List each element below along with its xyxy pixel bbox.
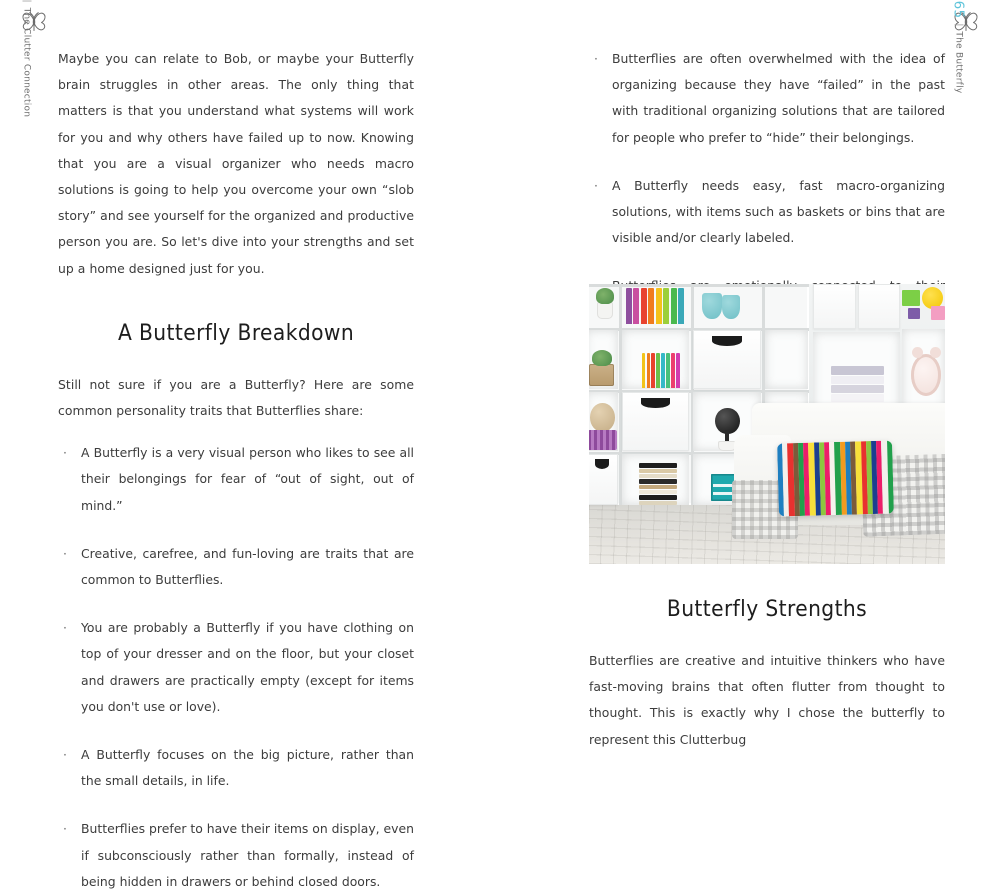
rainbow-books-top (626, 288, 684, 323)
running-title: The Butterfly (953, 31, 964, 94)
left-page-folio (12, 0, 56, 118)
list-item-text: Butterflies prefer to have their items on display, even if subconsciously rather than formally, instead of being hidden in drawers or behind closed doors. (81, 821, 414, 889)
running-title: The Clutter Connection (21, 7, 31, 118)
bullet-marker: · (63, 821, 67, 837)
purple-box (908, 308, 920, 319)
list-item (58, 816, 414, 895)
list-item (58, 440, 414, 519)
right-paragraph-1: Butterflies are creative and intuitive thinkers who have fast-moving brains that often flutter from thought to thought. This is exactly why I chose the butterfly to represent this Clutterbug (589, 653, 945, 747)
left-heading: A Butterfly Breakdown (117, 319, 355, 346)
drawer-handle (641, 398, 671, 408)
woven-basket (589, 364, 613, 386)
drawer-handle (595, 459, 609, 469)
list-item (58, 742, 414, 794)
rainbow-books-mid (642, 353, 680, 388)
list-item-text: A Butterfly focuses on the big picture, rather than the small details, in life. (81, 747, 414, 789)
living-room-photo (589, 284, 945, 564)
list-item-text: Creative, carefree, and fun-loving are traits that are common to Butterflies. (81, 545, 414, 588)
list-item (589, 46, 945, 151)
left-intro-paragraph: Still not sure if you are a Butterfly? Here are some common personality traits that Butterflies share: (58, 376, 414, 419)
bullet-marker: · (63, 747, 67, 763)
right-folio-text (950, 1, 966, 94)
upper-cabinet-left (813, 284, 856, 329)
bullet-marker: · (63, 545, 67, 561)
green-box (902, 290, 920, 307)
left-text-column (58, 46, 414, 895)
list-item-text: A Butterfly needs easy, fast macro-organizing solutions, with items such as baskets or bins that are visible and/or clearly labeled. (612, 177, 945, 246)
list-item (58, 541, 414, 593)
right-page-folio (944, 0, 988, 94)
shelf-plant (596, 288, 614, 303)
purple-basket (589, 430, 617, 450)
list-item-text: You are probably a Butterfly if you have clothing on top of your dresser and on the floor, but your closet and drawers are practically empty (except for items you don't use or love). (81, 620, 414, 714)
photo-content (589, 284, 945, 564)
drawer-handle (712, 336, 742, 346)
list-item (58, 615, 414, 720)
clock-bell-right (930, 347, 941, 358)
clock-bell-left (912, 347, 923, 358)
upper-cabinet-right (858, 284, 901, 329)
shelf-drawer (622, 392, 690, 451)
shelf-drawer (589, 454, 618, 505)
list-item (589, 173, 945, 252)
basket-plant (592, 350, 612, 365)
white-sofa (739, 365, 945, 539)
right-page (500, 0, 1000, 773)
bullet-marker: · (63, 620, 67, 636)
left-page (0, 0, 500, 889)
pink-box (931, 306, 945, 320)
list-item-text: Butterflies are often overwhelmed with the idea of organizing because they have “failed” in the past with traditional organizing solutions that are tailored for people who prefer to “hide” their belongings. (612, 51, 945, 145)
bullet-marker: · (594, 177, 598, 193)
left-folio-text (18, 0, 34, 117)
right-lower-block (589, 596, 945, 753)
folio-separator: | (21, 0, 31, 3)
page-number: 65 (950, 0, 967, 19)
left-bullet-list (58, 440, 414, 895)
right-heading: Butterfly Strengths (666, 596, 868, 622)
left-paragraph-1: Maybe you can relate to Bob, or maybe your Butterfly brain struggles in other areas. The only thing that matters is that you understand what systems will work for you and why others have failed up to now. Knowing that you are a visual organizer who needs macro solutions is going to help you overcome your own “slob story” and see yourself for the organized and productive person you are. So let's dive into your strengths and set up a home designed just for you. (58, 51, 414, 276)
shelf-mug-2 (722, 295, 740, 319)
book-stack (639, 461, 677, 505)
shelf-mug-1 (702, 293, 722, 320)
list-item-text: A Butterfly is a very visual person who likes to see all their belongings for fear of “out of sight, out of mind.” (81, 445, 414, 513)
bullet-marker: · (63, 445, 67, 461)
striped-pillow (777, 440, 894, 516)
spacer (58, 424, 414, 440)
shelf-pot (597, 302, 613, 320)
bullet-marker: · (594, 51, 598, 66)
folio-separator: | (953, 23, 964, 27)
stuffed-toy (590, 403, 614, 432)
